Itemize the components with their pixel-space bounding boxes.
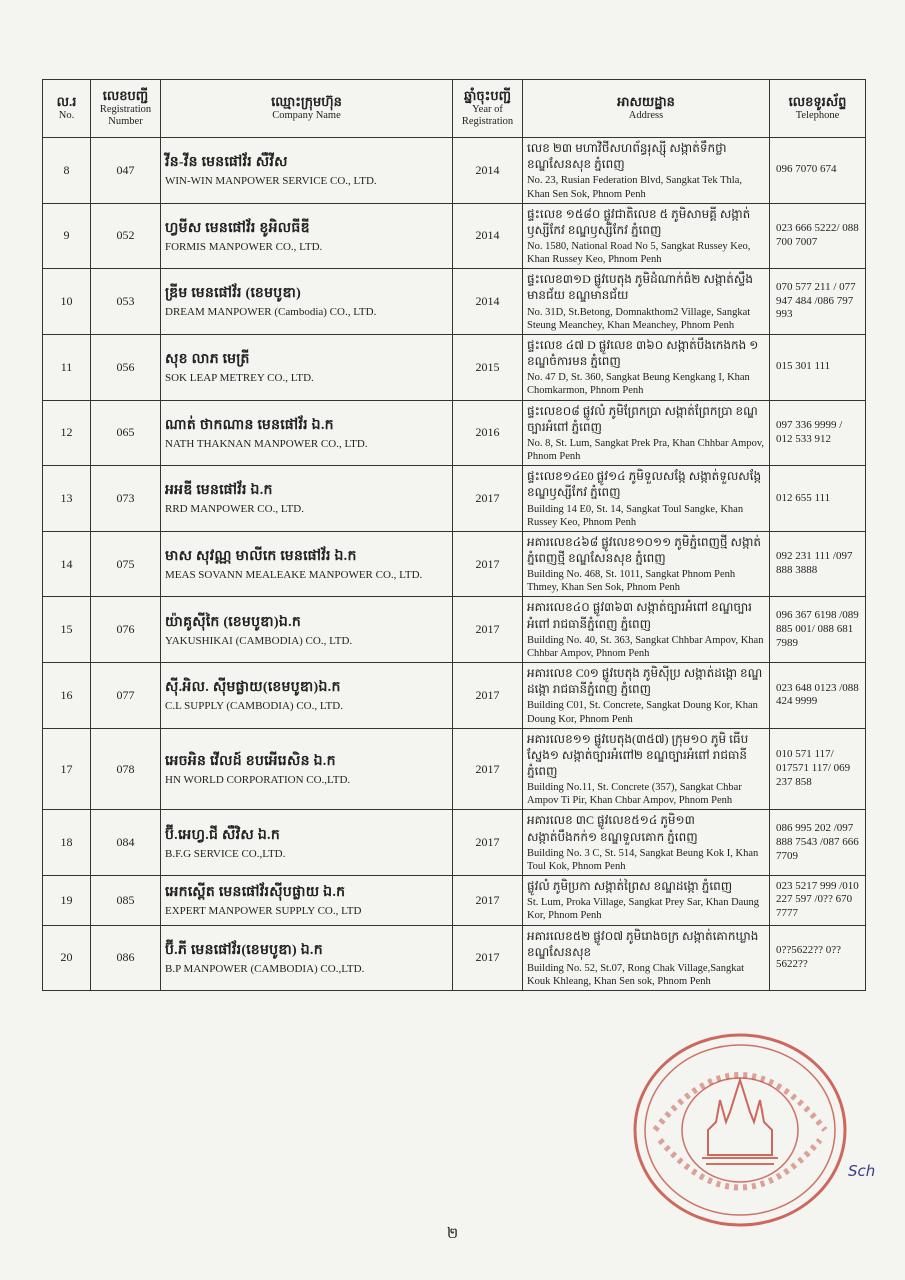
registration-number: 086 xyxy=(91,925,161,991)
address-english: St. Lum, Proka Village, Sangkat Prey Sar, Khan Daung Kor, Phnom Penh xyxy=(527,897,760,922)
registration-number: 075 xyxy=(91,531,161,597)
address-khmer: ផ្ទះលេខ ១៥៨០ ផ្លូវជាតិលេខ ៥ ភូមិសាមគ្គី សង្កាត់ឫស្សីកែវ ខណ្ឌឫស្សីកែវ ភ្នំពេញ xyxy=(527,206,751,237)
header-year: ឆ្នាំចុះបញ្ជី Year of Registration xyxy=(453,80,523,138)
address-cell xyxy=(523,203,770,269)
company-name-cell xyxy=(161,400,453,466)
address-khmer: អគារលេខ៤០ ផ្លូវ៣៦៣ សង្កាត់ច្បារអំពៅ ខណ្ឌច្បារអំពៅ រាជធានីភ្នំពេញ ភ្នំពេញ xyxy=(527,600,752,631)
row-number: 9 xyxy=(43,203,91,269)
telephone: 092 231 111 /097 888 3888 xyxy=(770,531,866,597)
row-number: 20 xyxy=(43,925,91,991)
company-name-cell xyxy=(161,269,453,335)
registration-year: 2015 xyxy=(453,334,523,400)
registration-year: 2017 xyxy=(453,876,523,925)
table-row xyxy=(43,138,866,204)
company-name-english: C.L SUPPLY (CAMBODIA) CO., LTD. xyxy=(165,700,343,713)
address-cell xyxy=(523,810,770,876)
company-name-khmer: ឌ្រីម មេនផៅវ័រ (ខេមបូឌា) xyxy=(165,286,302,302)
company-name-english: SOK LEAP METREY CO., LTD. xyxy=(165,372,314,385)
company-name-khmer: ណាត់ ថាកណាន មេនផៅវ័រ ឯ.ក xyxy=(165,417,334,433)
telephone: 0??5622?? 0??5622?? xyxy=(770,925,866,991)
company-name-khmer: មាស សុវណ្ណ មាលីកេ មេនផៅវ័រ ឯ.ក xyxy=(165,548,357,564)
row-number: 10 xyxy=(43,269,91,335)
address-khmer: អគារលេខ៤៦៨ ផ្លូវលេខ១០១១ ភូមិភ្នំពេញថ្មី សង្កាត់ភ្នំពេញថ្មី ខណ្ឌសែនសុខ ភ្នំពេញ xyxy=(527,534,761,565)
row-number: 14 xyxy=(43,531,91,597)
table-row xyxy=(43,597,866,663)
row-number: 19 xyxy=(43,876,91,925)
telephone: 010 571 117/ 017571 117/ 069 237 858 xyxy=(770,728,866,810)
address-khmer: ផ្ទះលេខ០៨ ផ្លូវលំ ភូមិព្រែកប្រា សង្កាត់ព្រែកប្រា ខណ្ឌច្បារអំពៅ ភ្នំពេញ xyxy=(527,403,758,434)
row-number: 15 xyxy=(43,597,91,663)
telephone: 023 666 5222/ 088 700 7007 xyxy=(770,203,866,269)
address-cell xyxy=(523,663,770,729)
address-cell xyxy=(523,269,770,335)
address-cell xyxy=(523,334,770,400)
registration-number: 084 xyxy=(91,810,161,876)
address-khmer: អគារលេខ៥២ ផ្លូវ០៧ ភូមិរោងចក្រ សង្កាត់គោកឃ្លាង ខណ្ឌសែនសុខ xyxy=(527,928,759,959)
address-english: Building No. 40, St. 363, Sangkat Chhbar Ampov, Khan Chhbar Ampov, Phnom Penh xyxy=(527,634,764,659)
address-khmer: ផ្ទះលេខ ៤៧ D ផ្លូវលេខ ៣៦០ សង្កាត់បឹងកេងកង ១ ខណ្ឌចំការមន ភ្នំពេញ xyxy=(527,337,759,369)
company-name-khmer: ហ្វមីស មេនផៅវ័រ ខូអិលធីឌី xyxy=(165,220,310,236)
registration-number: 073 xyxy=(91,466,161,532)
company-name-khmer: អេចអិន វើលដ៍ ខបអើរេសិន ឯ.ក xyxy=(165,753,336,769)
telephone: 097 336 9999 / 012 533 912 xyxy=(770,400,866,466)
address-khmer: ផ្ទះលេខ១៤E0 ផ្លូវ១៤ ភូមិទួលសង្កែ សង្កាត់ទួលសង្កែ ខណ្ឌឫស្សីកែវ ភ្នំពេញ xyxy=(527,469,762,500)
address-khmer: អគារលេខ ៣C ផ្លូវលេខ៥១៤ ភូមិ១៣ សង្កាត់បឹងកក់១ ខណ្ឌទួលគោក ភ្នំពេញ xyxy=(527,813,698,844)
registration-number: 065 xyxy=(91,400,161,466)
company-name-cell xyxy=(161,466,453,532)
company-name-khmer: វីន-វីន មេនផៅវ័រ សឺវីស xyxy=(165,155,288,171)
company-name-khmer: យ៉ាគូស៊ីកៃ (ខេមបូឌា)ឯ.ក xyxy=(165,614,302,630)
registration-number: 076 xyxy=(91,597,161,663)
table-row xyxy=(43,728,866,810)
registration-number: 077 xyxy=(91,663,161,729)
header-telephone: លេខទូរស័ព្ទ Telephone xyxy=(770,80,866,138)
company-name-cell xyxy=(161,203,453,269)
address-english: No. 47 D, St. 360, Sangkat Beung Kengkang I, Khan Chomkarmon, Phnom Penh xyxy=(527,372,750,397)
address-cell xyxy=(523,400,770,466)
address-cell xyxy=(523,597,770,663)
address-cell xyxy=(523,531,770,597)
company-name-english: NATH THAKNAN MANPOWER CO., LTD. xyxy=(165,437,368,450)
address-english: Building 14 E0, St. 14, Sangkat Toul Sangke, Khan Russey Keo, Phnom Penh xyxy=(527,503,744,528)
address-cell xyxy=(523,925,770,991)
registration-year: 2017 xyxy=(453,728,523,810)
registration-year: 2017 xyxy=(453,925,523,991)
registration-number: 085 xyxy=(91,876,161,925)
telephone: 086 995 202 /097 888 7543 /087 666 7709 xyxy=(770,810,866,876)
address-cell xyxy=(523,466,770,532)
registration-year: 2017 xyxy=(453,466,523,532)
company-name-english: WIN-WIN MANPOWER SERVICE CO., LTD. xyxy=(165,175,377,188)
address-english: Building C01, St. Concrete, Sangkat Doung Kor, Khan Doung Kor, Phnom Penh xyxy=(527,700,758,725)
address-cell xyxy=(523,138,770,204)
company-name-english: EXPERT MANPOWER SUPPLY CO., LTD xyxy=(165,905,362,918)
registration-year: 2016 xyxy=(453,400,523,466)
registration-year: 2017 xyxy=(453,810,523,876)
telephone: 070 577 211 / 077 947 484 /086 797 993 xyxy=(770,269,866,335)
registration-year: 2017 xyxy=(453,597,523,663)
company-name-cell xyxy=(161,531,453,597)
address-khmer: ផ្លូវលំ ភូមិប្រកា សង្កាត់ព្រៃស ខណ្ឌដង្កោ ភ្នំពេញ xyxy=(527,879,733,894)
telephone: 023 5217 999 /010 227 597 /0?? 670 7777 xyxy=(770,876,866,925)
company-name-cell xyxy=(161,728,453,810)
registration-document xyxy=(42,79,865,991)
telephone: 012 655 111 xyxy=(770,466,866,532)
company-name-khmer: ប៊ី.អេហ្វ.ជី សឺវិស ឯ.ក xyxy=(165,827,281,843)
registration-year: 2014 xyxy=(453,269,523,335)
registration-number: 052 xyxy=(91,203,161,269)
company-name-khmer: ស៊ី.អិល. ស៊ីមផ្លាយ(ខេមបូឌា)ឯ.ក xyxy=(165,680,341,696)
address-english: No. 1580, National Road No 5, Sangkat Russey Keo, Khan Russey Keo, Phnom Penh xyxy=(527,241,751,266)
header-registration: លេខបញ្ជី Registration Number xyxy=(91,80,161,138)
row-number: 17 xyxy=(43,728,91,810)
header-row xyxy=(43,80,866,138)
company-name-cell xyxy=(161,138,453,204)
address-khmer: លេខ ២៣ មហាវិថីសហព័ន្ធរុស្ស៊ី សង្កាត់ទឹកថ្លា ខណ្ឌសែនសុខ ភ្នំពេញ xyxy=(527,141,727,172)
telephone: 096 7070 674 xyxy=(770,138,866,204)
table-row xyxy=(43,925,866,991)
registration-year: 2017 xyxy=(453,531,523,597)
company-name-khmer: អេកស្ពើត មេនផៅវ័រស៊ីបផ្លាយ ឯ.ក xyxy=(165,885,346,901)
company-name-cell xyxy=(161,810,453,876)
table-row xyxy=(43,876,866,925)
company-name-cell xyxy=(161,876,453,925)
company-name-english: B.F.G SERVICE CO.,LTD. xyxy=(165,847,286,860)
company-name-khmer: សុខ លាភ មេត្រី xyxy=(165,352,250,368)
registration-year: 2014 xyxy=(453,138,523,204)
row-number: 18 xyxy=(43,810,91,876)
registration-number: 078 xyxy=(91,728,161,810)
registration-number: 056 xyxy=(91,334,161,400)
table-row xyxy=(43,334,866,400)
table-row xyxy=(43,531,866,597)
telephone: 096 367 6198 /089 885 001/ 088 681 7989 xyxy=(770,597,866,663)
header-company: ឈ្មោះក្រុមហ៊ុន Company Name xyxy=(161,80,453,138)
telephone: 023 648 0123 /088 424 9999 xyxy=(770,663,866,729)
page-number: ២ xyxy=(446,1226,459,1242)
address-english: No. 31D, St.Betong, Domnakthom2 Village, Sangkat Steung Meanchey, Khan Meanchey, Phnom Penh xyxy=(527,306,751,331)
company-name-cell xyxy=(161,663,453,729)
company-name-english: DREAM MANPOWER (Cambodia) CO., LTD. xyxy=(165,306,377,319)
row-number: 8 xyxy=(43,138,91,204)
table-row xyxy=(43,203,866,269)
address-english: Building No. 3 C, St. 514, Sangkat Beung Kok I, Khan Toul Kok, Phnom Penh xyxy=(527,847,759,872)
company-name-cell xyxy=(161,334,453,400)
company-name-english: FORMIS MANPOWER CO., LTD. xyxy=(165,240,323,253)
address-english: Building No.11, St. Concrete (357), Sangkat Chbar Ampov Ti Pir, Khan Chbar Ampov, Phnom Penh xyxy=(527,782,742,807)
company-name-khmer: អអឌី មេនផៅវ័រ ឯ.ក xyxy=(165,483,273,499)
header-no: ល.រ No. xyxy=(43,80,91,138)
row-number: 16 xyxy=(43,663,91,729)
table-row xyxy=(43,269,866,335)
row-number: 12 xyxy=(43,400,91,466)
table-row xyxy=(43,400,866,466)
company-name-english: RRD MANPOWER CO., LTD. xyxy=(165,503,304,516)
company-name-english: MEAS SOVANN MEALEAKE MANPOWER CO., LTD. xyxy=(165,568,423,581)
company-table xyxy=(42,79,866,991)
address-english: No. 8, St. Lum, Sangkat Prek Pra, Khan Chhbar Ampov, Phnom Penh xyxy=(527,437,765,462)
row-number: 11 xyxy=(43,334,91,400)
address-khmer: អគារលេខ C0១ ផ្លូវបេតុង ភូមិស៊ីប្រ សង្កាត់ដង្កោ ខណ្ឌដង្កោ រាជធានីភ្នំពេញ ភ្នំពេញ xyxy=(527,666,763,697)
address-cell xyxy=(523,876,770,925)
registration-number: 047 xyxy=(91,138,161,204)
address-cell xyxy=(523,728,770,810)
registration-year: 2014 xyxy=(453,203,523,269)
registration-year: 2017 xyxy=(453,663,523,729)
company-name-cell xyxy=(161,925,453,991)
signature: Sch xyxy=(848,1162,876,1180)
registration-number: 053 xyxy=(91,269,161,335)
header-address: អាសយដ្ឋាន Address xyxy=(523,80,770,138)
table-row xyxy=(43,466,866,532)
telephone: 015 301 111 xyxy=(770,334,866,400)
row-number: 13 xyxy=(43,466,91,532)
address-english: Building No. 52, St.07, Rong Chak Village,Sangkat Kouk Khleang, Khan Sen sok, Phnom Penh xyxy=(527,962,745,987)
company-name-english: B.P MANPOWER (CAMBODIA) CO.,LTD. xyxy=(165,962,365,975)
address-khmer: ផ្ទះលេខ៣១D ផ្លូវបេតុង ភូមិដំណាក់ធំ២ សង្កាត់ស្ទឹងមានជ័យ ខណ្ឌមានជ័យ xyxy=(527,272,753,303)
table-row xyxy=(43,663,866,729)
company-name-english: YAKUSHIKAI (CAMBODIA) CO., LTD. xyxy=(165,634,353,647)
address-english: No. 23, Rusian Federation Blvd, Sangkat Tek Thla, Khan Sen Sok, Phnom Penh xyxy=(527,175,742,200)
company-name-english: HN WORLD CORPORATION CO.,LTD. xyxy=(165,773,351,786)
company-name-cell xyxy=(161,597,453,663)
official-seal-stamp xyxy=(630,1030,850,1230)
table-row xyxy=(43,810,866,876)
company-name-khmer: ប៊ី.ភី មេនផៅវ័រ(ខេមបូឌា) ឯ.ក xyxy=(165,942,323,958)
address-khmer: អគារលេខ១១ ផ្លូវបេតុង(៣៥៧) ក្រុម១០ ភូមិ ធើបស្នែង១ សង្កាត់ច្បារអំពៅ២ ខណ្ឌច្បារអំពៅ រាជធានីភ្នំពេញ xyxy=(527,731,749,778)
address-english: Building No. 468, St. 1011, Sangkat Phnom Penh Thmey, Khan Sen Sok, Phnom Penh xyxy=(527,569,736,594)
